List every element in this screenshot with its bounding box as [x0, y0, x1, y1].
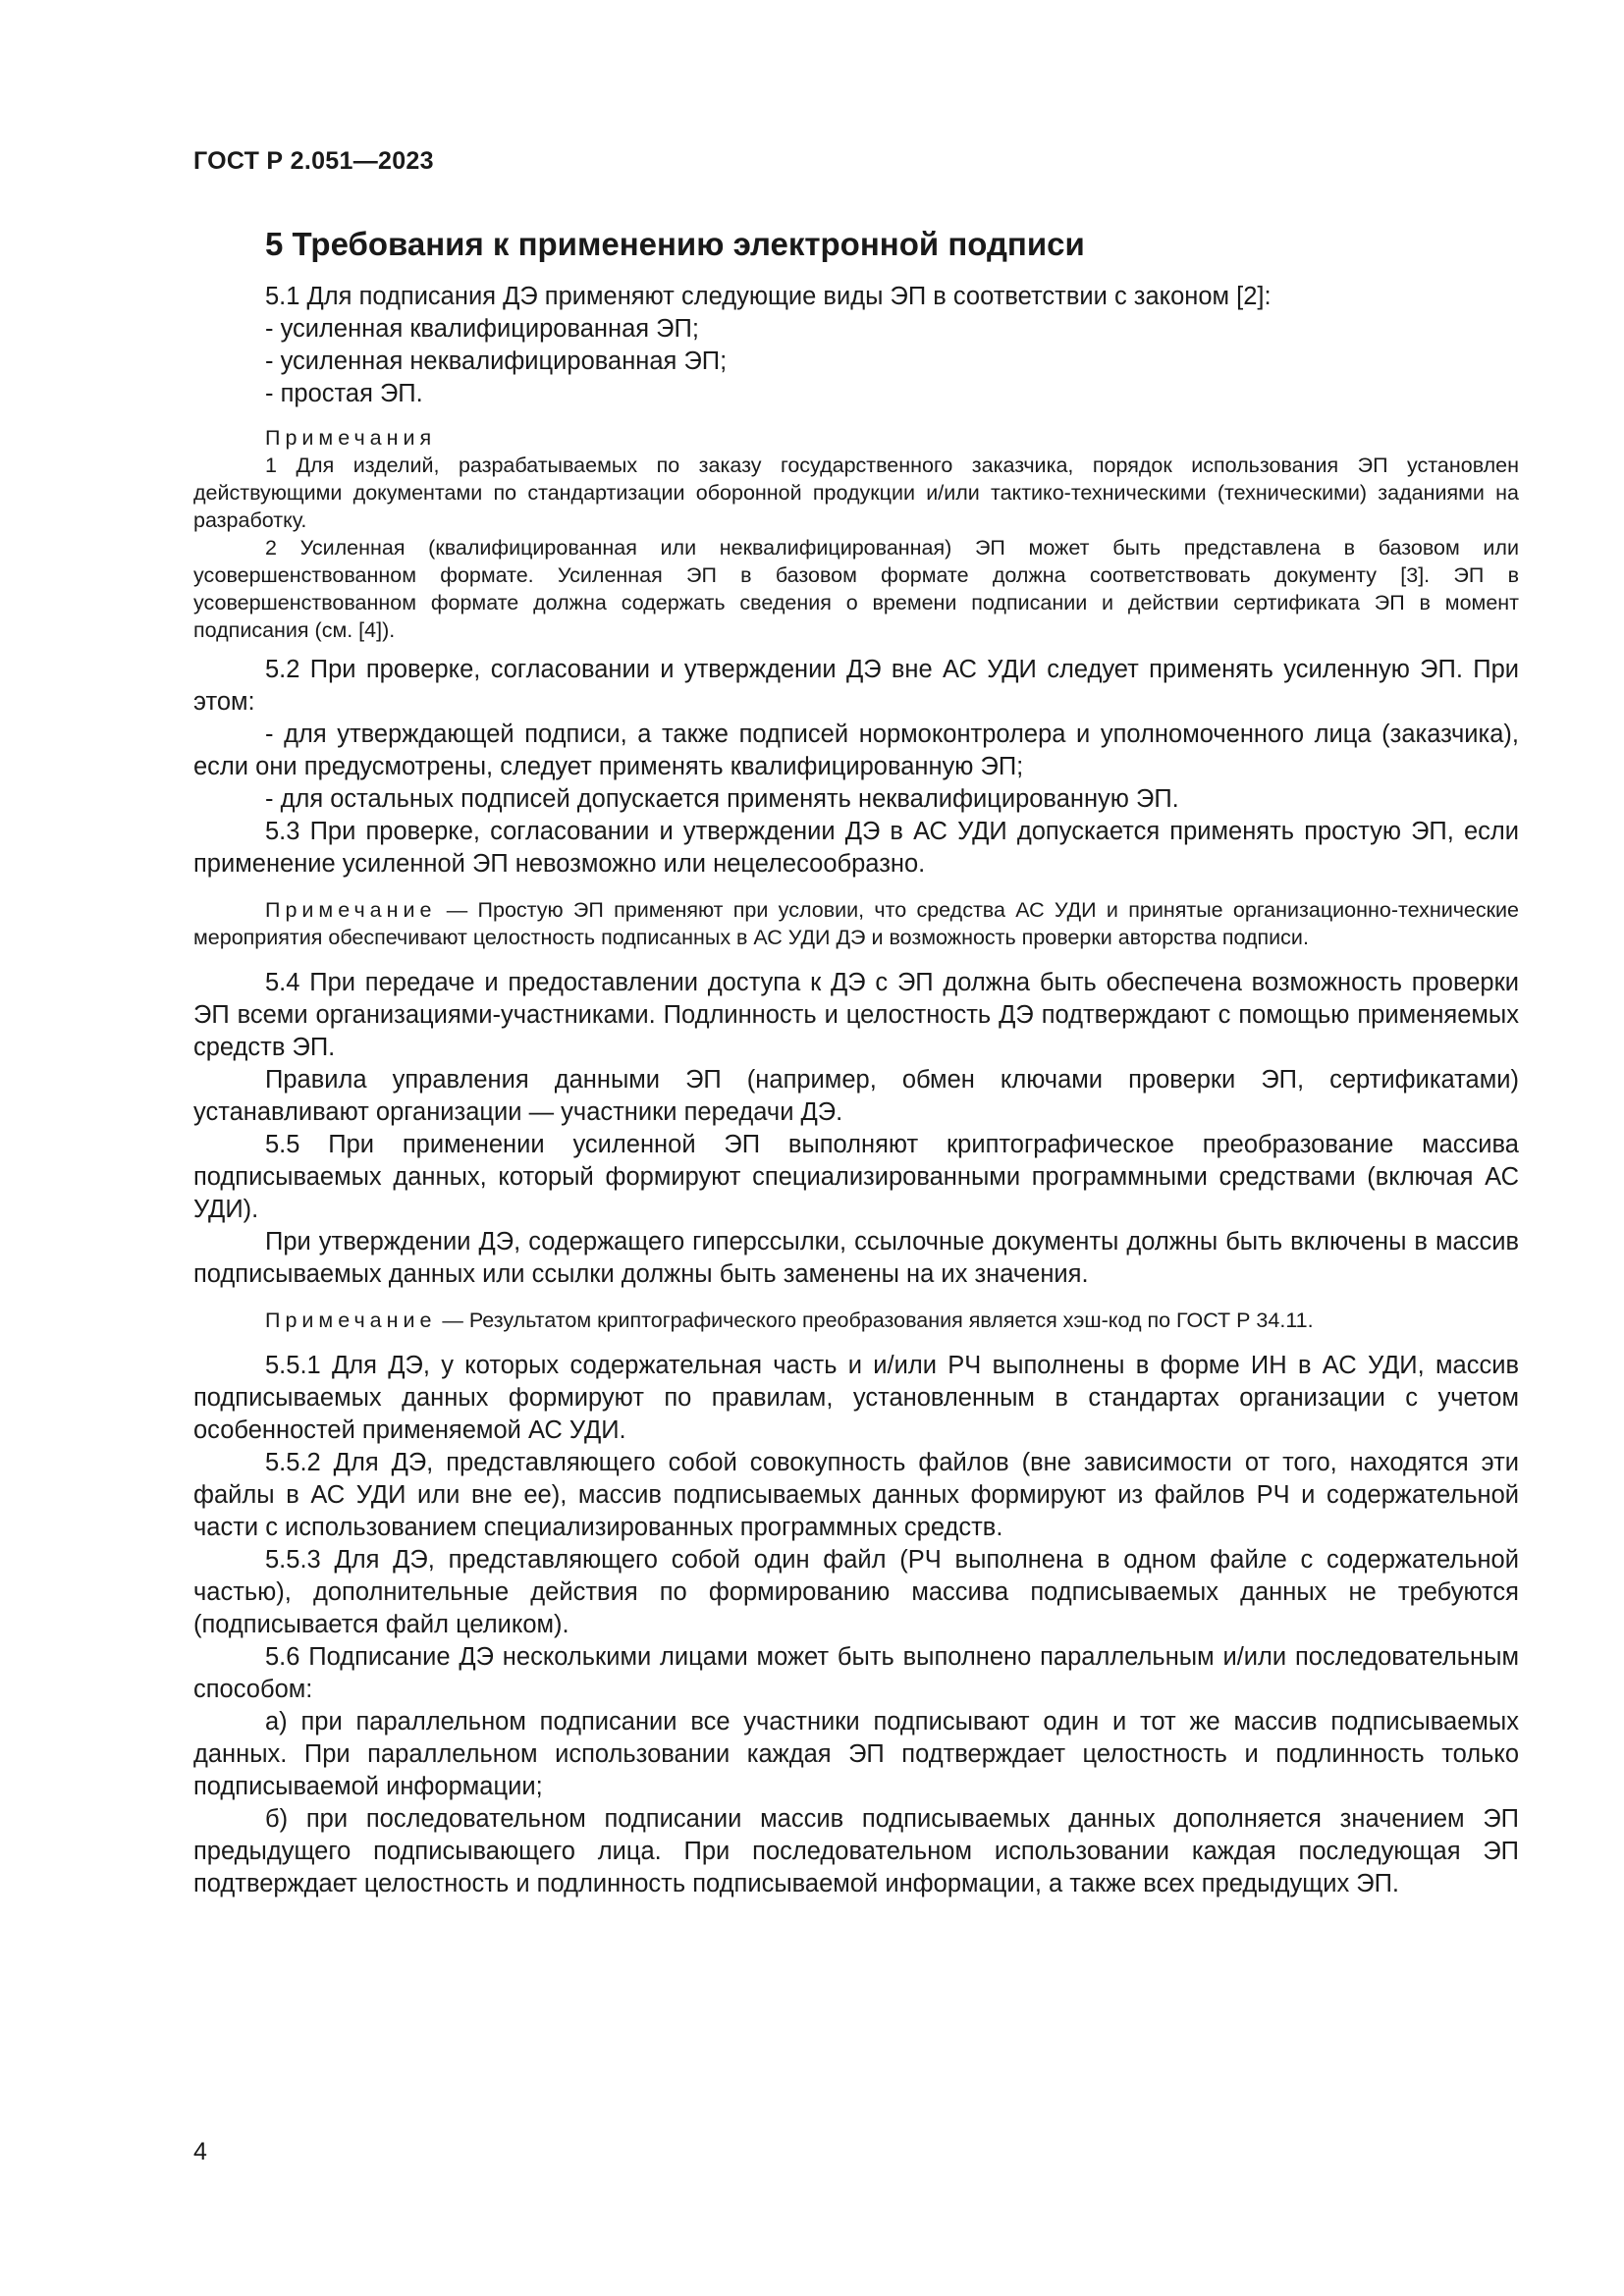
note-label: Примечание: [265, 898, 437, 922]
clause-5-6-b: б) при последовательном подписании массив подписываемых данных дополняется значением ЭП предыдущего подписывающего лица. При последовательном использовании каждая последующая ЭП подтверждает целостность и подлинность подписываемой информации, а также всех предыдущих ЭП.: [193, 1805, 1519, 1897]
clause-5-1: 5.1 Для подписания ДЭ применяют следующие виды ЭП в соответствии с законом [2]:: [265, 283, 1272, 310]
list-item: - для остальных подписей допускается применять неквалифицированную ЭП.: [265, 785, 1179, 813]
clause-5-6: 5.6 Подписание ДЭ несколькими лицами может быть выполнено параллельным и/или последовательным способом:: [193, 1643, 1519, 1703]
clause-5-5-hyperlinks: При утверждении ДЭ, содержащего гиперссылки, ссылочные документы должны быть включены в массив подписываемых данных или ссылки должны быть заменены на их значения.: [193, 1228, 1519, 1288]
note-text: — Простую ЭП применяют при условии, что средства АС УДИ и принятые организационно-технические мероприятия обеспечивают целостность подписанных в АС УДИ ДЭ и возможность проверки авторства подписи.: [193, 898, 1519, 949]
clause-5-4: 5.4 При передаче и предоставлении доступа к ДЭ с ЭП должна быть обеспечена возможность проверки ЭП всеми организациями-участниками. Подлинность и целостность ДЭ подтверждают с помощью применяемых средств ЭП.: [193, 969, 1519, 1061]
document-header: ГОСТ Р 2.051—2023: [193, 147, 434, 175]
clause-5-3: 5.3 При проверке, согласовании и утверждении ДЭ в АС УДИ допускается применять простую ЭП, если применение усиленной ЭП невозможно или нецелесообразно.: [193, 818, 1519, 878]
list-item: - усиленная квалифицированная ЭП;: [265, 315, 699, 343]
list-item: - простая ЭП.: [265, 380, 423, 407]
list-item: - усиленная неквалифицированная ЭП;: [265, 347, 728, 375]
note-label: Примечание: [265, 1308, 437, 1332]
note-text: — Результатом криптографического преобразования является хэш-код по ГОСТ Р 34.11.: [436, 1308, 1314, 1332]
note-5-5: [193, 1307, 1519, 1334]
note-2: 2 Усиленная (квалифицированная или неквалифицированная) ЭП может быть представлена в базовом или усовершенствованном формате. Усиленная ЭП в базовом формате должна соответствовать документу [3]. ЭП в усовершенствованном формате должна содержать сведения о времени подписании и действии сертификата ЭП в момент подписания (см. [4]).: [193, 536, 1519, 642]
clause-5-5-1: 5.5.1 Для ДЭ, у которых содержательная часть и и/или РЧ выполнены в форме ИН в АС УДИ, массив подписываемых данных формируют по правилам, установленным в стандартах организации с учетом особенностей применяемой АС УДИ.: [193, 1352, 1519, 1444]
page-content: [193, 226, 1519, 1900]
clause-5-5-2: 5.5.2 Для ДЭ, представляющего собой совокупность файлов (вне зависимости от того, находятся эти файлы в АС УДИ или вне ее), массив подписываемых данных формируют из файлов РЧ и содержательной части с использованием специализированных программных средств.: [193, 1449, 1519, 1541]
clause-5-4-rules: Правила управления данными ЭП (например, обмен ключами проверки ЭП, сертификатами) устанавливают организации — участники передачи ДЭ.: [193, 1066, 1519, 1126]
section-title: 5 Требования к применению электронной подписи: [265, 226, 1085, 262]
notes-heading: Примечания: [265, 426, 437, 450]
page-number: 4: [193, 2138, 207, 2165]
note-1: 1 Для изделий, разрабатываемых по заказу государственного заказчика, порядок использования ЭП установлен действующими документами по стандартизации оборонной продукции и/или тактико-техническими (техническими) заданиями на разработку.: [193, 454, 1519, 532]
clause-5-2: 5.2 При проверке, согласовании и утверждении ДЭ вне АС УДИ следует применять усиленную ЭП. При этом:: [193, 656, 1519, 716]
note-5-3: [193, 896, 1519, 951]
list-item: - для утверждающей подписи, а также подписей нормоконтролера и уполномоченного лица (заказчика), если они предусмотрены, следует применять квалифицированную ЭП;: [193, 721, 1519, 780]
clause-5-5: 5.5 При применении усиленной ЭП выполняют криптографическое преобразование массива подписываемых данных, который формируют специализированными программными средствами (включая АС УДИ).: [193, 1131, 1519, 1223]
clause-5-5-3: 5.5.3 Для ДЭ, представляющего собой один файл (РЧ выполнена в одном файле с содержательной частью), дополнительные действия по формированию массива подписываемых данных не требуются (подписывается файл целиком).: [193, 1546, 1519, 1638]
clause-5-6-a: а) при параллельном подписании все участники подписывают один и тот же массив подписываемых данных. При параллельном использовании каждая ЭП подтверждает целостность и подлинность только подписываемой информации;: [193, 1708, 1519, 1800]
